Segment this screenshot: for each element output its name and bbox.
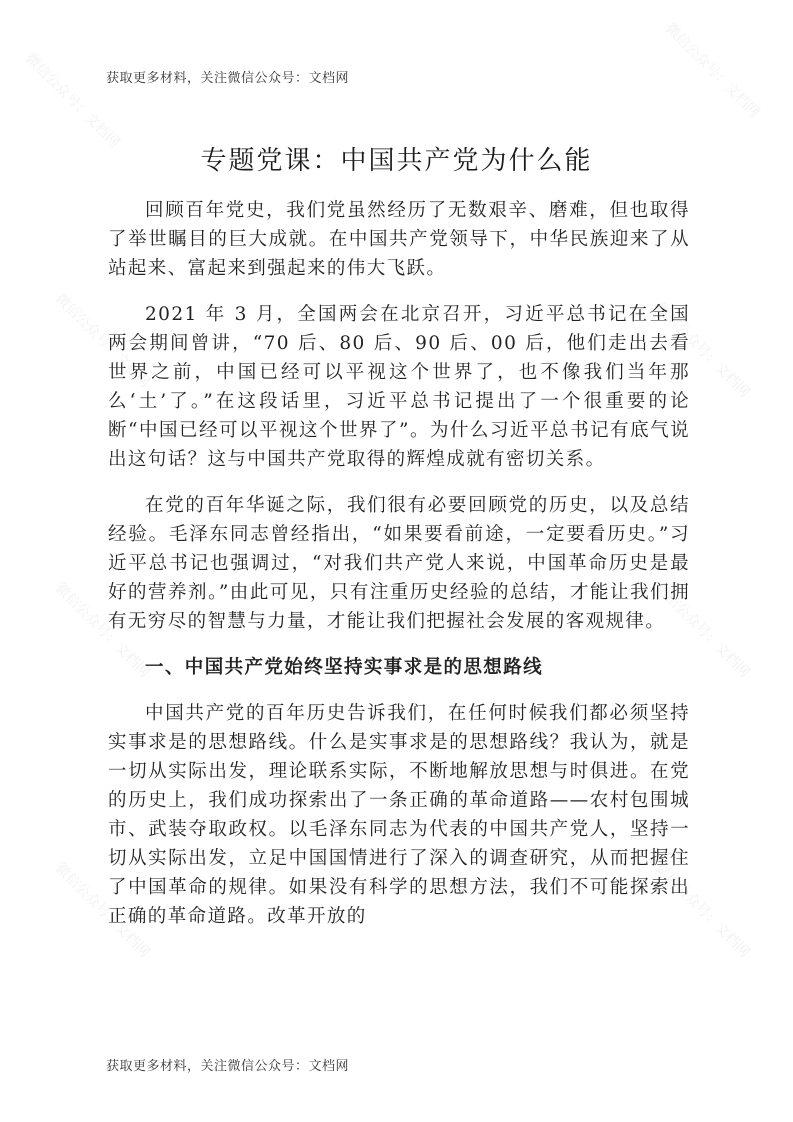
watermark: 微信公众号：文档网 [22,50,123,151]
paragraph: 中国共产党的百年历史告诉我们，在任何时候我们都必须坚持实事求是的思想路线。什么是实事求是的思想路线？我认为，就是一切从实际出发，理论联系实际，不断地解放思想与时俱进。在党的历史上，我们成功探索出了一条正确的革命道路——农村包围城市、武装夺取政权。以毛泽东同志为代表的中国共产党人，坚持一切从实际出发，立足中国国情进行了深入的调查研究，从而把握住了中国革命的规律。如果没有科学的思想方法，我们不可能探索出正确的革命道路。改革开放的 [108,703,690,927]
watermark: 微信公众号：文档网 [652,580,753,681]
watermark: 微信公众号：文档网 [652,860,753,961]
footer-note: 获取更多材料，关注微信公众号：文档网 [106,1059,350,1074]
document-title: 专题党课：中国共产党为什么能 [200,146,593,176]
watermark: 微信公众号：文档网 [52,860,153,961]
watermark: 微信公众号：文档网 [52,290,153,391]
header-note: 获取更多材料，关注微信公众号：文档网 [106,71,350,86]
paragraph: 回顾百年党史，我们党虽然经历了无数艰辛、磨难，但也取得了举世瞩目的巨大成就。在中国共产党领导下，中华民族迎来了从站起来、富起来到强起来的伟大飞跃。 [108,200,690,279]
document-body [108,196,690,948]
watermark: 微信公众号：文档网 [52,580,153,681]
paragraph: 2021 年 3 月，全国两会在北京召开，习近平总书记在全国两会期间曾讲，“70 后、80 后、90 后、00 后，他们走出去看世界之前，中国已经可以平视这个世界了，也不像我们当年那么‘土’了。”在这段话里，习近平总书记提出了一个很重要的论断“中国已经可以平视这个世界了”。为什么习近平总书记有底气说出这句话？这与中国共产党取得的辉煌成就有密切关系。 [108,304,690,470]
section-heading: 一、中国共产党始终坚持实事求是的思想路线 [145,657,544,678]
paragraph: 在党的百年华诞之际，我们很有必要回顾党的历史，以及总结经验。毛泽东同志曾经指出，“如果要看前途，一定要看历史。”习近平总书记也强调过，“对我们共产党人来说，中国革命历史是最好的营养剂。”由此可见，只有注重历史经验的总结，才能让我们拥有无穷尽的智慧与力量，才能让我们把握社会发展的客观规律。 [108,495,690,632]
watermark: 微信公众号：文档网 [662,20,763,121]
watermark: 微信公众号：文档网 [652,300,753,401]
